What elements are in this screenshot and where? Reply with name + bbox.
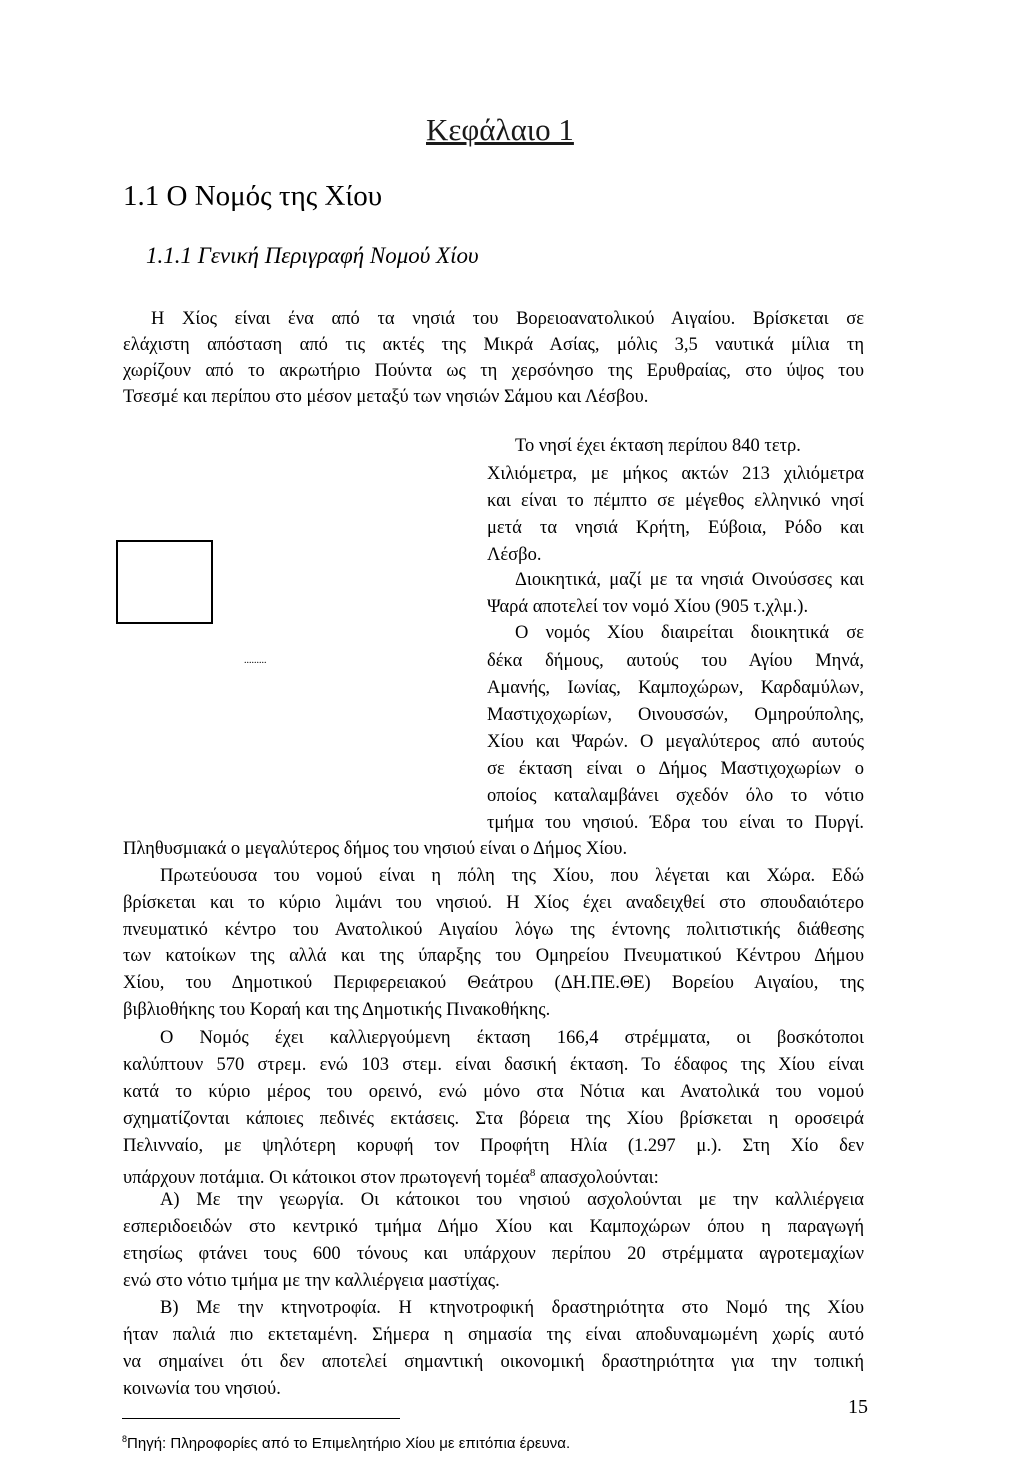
- side-text-line: Χιλιόμετρα, με μήκος ακτών 213 χιλιόμετρα: [487, 464, 864, 484]
- side-text-line: Λέσβο.: [487, 545, 542, 565]
- body-line: κοινωνία του νησιού.: [123, 1379, 281, 1399]
- paragraph-line: Η Χίος είναι ένα από τα νησιά του Βορειοανατολικού Αιγαίου. Βρίσκεται σε: [151, 309, 864, 329]
- body-line: να σημαίνει ότι δεν αποτελεί σημαντική οικονομική δραστηριότητα για την τοπική: [123, 1352, 864, 1372]
- body-line: ήταν παλιά πιο εκτεταμένη. Σήμερα η σημασία της είναι αποδυναμωμένη χωρίς αυτό: [123, 1325, 864, 1345]
- body-line: βιβλιοθήκης του Κοραή και της Δημοτικής Πινακοθήκης.: [123, 1000, 551, 1020]
- page-number: 15: [848, 1396, 868, 1418]
- footnote: [122, 1434, 570, 1452]
- body-line: Ο Νομός έχει καλλιεργούμενη έκταση 166,4 στρέμματα, οι βοσκότοποι: [160, 1028, 864, 1048]
- paragraph-line: χωρίζουν από το ακρωτήριο Πούντα ως τη χερσόνησο της Ερυθραίας, στο ύψος του: [123, 361, 864, 381]
- side-text-line: μετά τα νησιά Κρήτη, Εύβοια, Ρόδο και: [487, 518, 864, 538]
- body-line: Πληθυσμιακά ο μεγαλύτερος δήμος του νησιού είναι ο Δήμος Χίου.: [123, 839, 628, 859]
- subsection-heading: 1.1.1 Γενική Περιγραφή Νομού Χίου: [146, 243, 479, 268]
- body-line: [123, 1161, 659, 1190]
- side-text-line: Χίου και Ψαρών. Ο μεγαλύτερος από αυτούς: [487, 732, 864, 752]
- body-line: σχηματίζονται κάποιες πεδινές εκτάσεις. Στα βόρεια της Χίου βρίσκεται η οροσειρά: [123, 1109, 864, 1129]
- side-text-line: Ο νομός Χίου διαιρείται διοικητικά σε: [515, 623, 864, 643]
- footnote-marker: 8: [122, 1434, 128, 1444]
- body-line: Πρωτεύουσα του νομού είναι η πόλη της Χίου, που λέγεται και Χώρα. Εδώ: [160, 866, 864, 886]
- paragraph-line: ελάχιστη απόσταση από τις ακτές της Μικρά Ασίας, μόλις 3,5 ναυτικά μίλια τη: [123, 335, 864, 355]
- footnote-text: Πηγή: Πληροφορίες από το Επιμελητήριο Χίου με επιτόπια έρευνα.: [127, 1435, 571, 1452]
- body-line: Β) Με την κτηνοτροφία. Η κτηνοτροφική δραστηριότητα στο Νομό της Χίου: [160, 1298, 864, 1318]
- body-line: βρίσκεται και το κύριο λιμάνι του νησιού. Η Χίος έχει αναδειχθεί στο σπουδαιότερο: [123, 893, 864, 913]
- body-line: των κατοίκων της αλλά και της ύπαρξης του Ομηρείου Πνευματικού Κέντρου Δήμου: [123, 946, 864, 966]
- image-placeholder-frame: [116, 540, 213, 624]
- side-text-line: σε έκταση είναι ο Δήμος Μαστιχοχωρίων ο: [487, 759, 864, 779]
- body-line: ετησίως φτάνει τους 600 τόνους και υπάρχουν περίπου 20 στρέμματα αγροτεμαχίων: [123, 1244, 864, 1264]
- side-text-line: Αμανής, Ιωνίας, Καμποχώρων, Καρδαμύλων,: [487, 678, 864, 698]
- body-line: Πελινναίο, με ψηλότερη κορυφή τον Προφήτη Ηλία (1.297 μ.). Στη Χίο δεν: [123, 1136, 864, 1156]
- side-text-line: δέκα δήμους, αυτούς του Αγίου Μηνά,: [487, 651, 864, 671]
- chapter-heading: Κεφάλαιο 1: [426, 112, 574, 147]
- body-line: καλύπτουν 570 στρεμ. ενώ 103 στεμ. είναι δασική έκταση. Το έδαφος της Χίου είναι: [123, 1055, 864, 1075]
- side-text-line: Διοικητικά, μαζί με τα νησιά Οινούσσες και: [515, 570, 864, 590]
- side-text-line: τμήμα του νησιού. Έδρα του είναι το Πυργί.: [487, 813, 864, 833]
- side-text-line: Ψαρά αποτελεί τον νομό Χίου (905 τ.χλμ.).: [487, 597, 809, 617]
- body-line-text: απασχολούνται:: [540, 1168, 659, 1189]
- body-line: κατά το κύριο μέρος του ορεινό, ενώ μόνο στα Νότια και Ανατολικά του νομού: [123, 1082, 864, 1102]
- body-line: εσπεριδοειδών στο κεντρικό τμήμα Δήμο Χίου και Καμποχώρων όπου η παραγωγή: [123, 1217, 864, 1237]
- side-text-line: και είναι το πέμπτο σε μέγεθος ελληνικό νησί: [487, 491, 864, 511]
- side-text-line: Μαστιχοχωρίων, Οινουσσών, Ομηρούπολης,: [487, 705, 864, 725]
- body-line: Χίου, του Δημοτικού Περιφερειακού Θεάτρου (ΔΗ.ΠΕ.ΘΕ) Βορείου Αιγαίου, της: [123, 973, 864, 993]
- body-line-text: υπάρχουν ποτάμια. Οι κάτοικοι στον πρωτογενή τομέα: [123, 1168, 530, 1189]
- paragraph-line: Τσεσμέ και περίπου στο μέσον μεταξύ των νησιών Σάμου και Λέσβου.: [123, 387, 649, 407]
- body-line: ενώ στο νότιο τμήμα με την καλλιέργεια μαστίχας.: [123, 1271, 500, 1291]
- side-text-line: οποίος καταλαμβάνει σχεδόν όλο το νότιο: [487, 786, 864, 806]
- footnote-separator: [122, 1418, 400, 1419]
- footnote-reference: 8: [529, 1167, 536, 1179]
- figure-caption-dots: .........: [244, 655, 267, 666]
- section-heading: 1.1 Ο Νομός της Χίου: [123, 180, 383, 212]
- body-line: πνευματικό κέντρο του Ανατολικού Αιγαίου λόγω της έντονης πολιτιστικής διάθεσης: [123, 920, 864, 940]
- body-line: Α) Με την γεωργία. Οι κάτοικοι του νησιού ασχολούνται με την καλλιέργεια: [160, 1190, 864, 1210]
- side-text-line: Το νησί έχει έκταση περίπου 840 τετρ.: [515, 436, 801, 456]
